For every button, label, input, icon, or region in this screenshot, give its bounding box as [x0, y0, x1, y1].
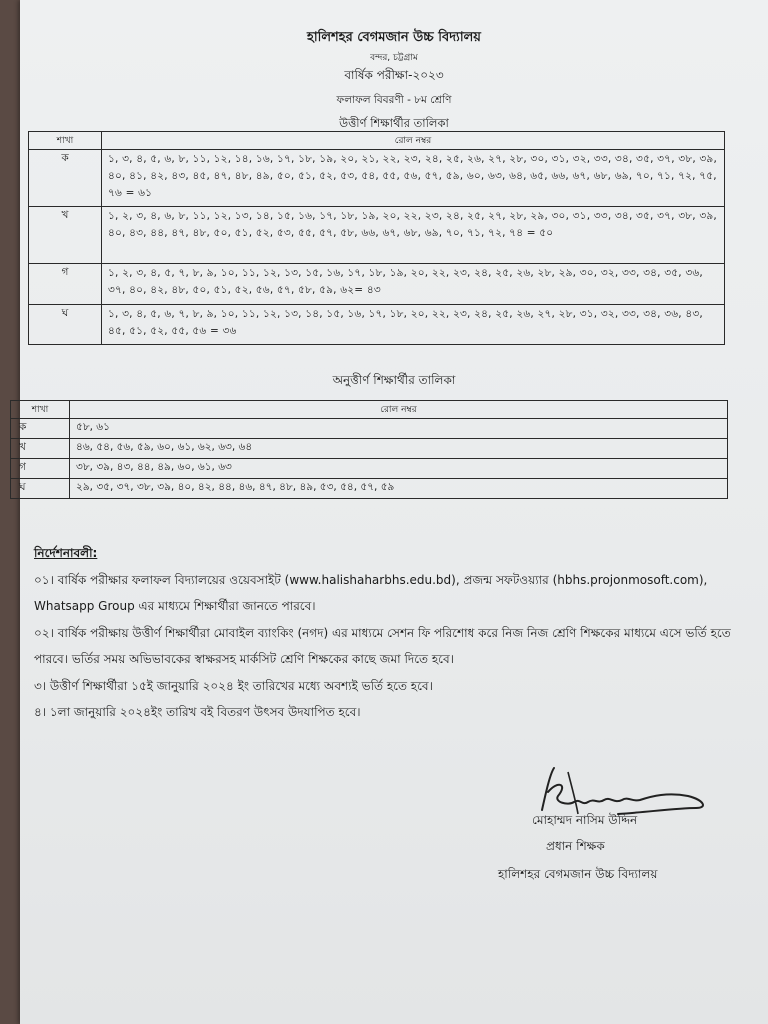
table-row	[11, 459, 728, 479]
fail-list-title: অনুত্তীর্ণ শিক্ষার্থীর তালিকা	[332, 373, 456, 387]
col-branch: শাখা	[11, 401, 70, 419]
branch-cell: খ	[29, 207, 102, 264]
instruction-item: ০১। বার্ষিক পরীক্ষার ফলাফল বিদ্যালয়ের ওয়েবসাইট (www.halishaharbhs.edu.bd), প্রজন্ম সফটওয়্যার (hbhs.projonmosoft.com), Whatsapp Group এর মাধ্যমে শিক্ষার্থীরা জানতে পারবে।	[34, 572, 708, 613]
col-branch: শাখা	[29, 132, 102, 150]
instruction-item: ৪। ১লা জানুয়ারি ২০২৪ইং তারিখ বই বিতরণ উৎসব উদযাপিত হবে।	[34, 705, 361, 719]
table-row	[29, 150, 725, 207]
signatory-designation: প্রধান শিক্ষক	[546, 839, 605, 853]
roll-cell: ৫৮, ৬১	[70, 419, 728, 439]
instruction-item: ০২। বার্ষিক পরীক্ষায় উত্তীর্ণ শিক্ষার্থীরা মোবাইল ব্যাংকিং (নগদ) এর মাধ্যমে সেশন ফি পরিশোধ করে নিজ নিজ শ্রেণি শিক্ষকের মাধ্যমে এসে ভর্তি হতে পারবে। ভর্তির সময় অভিভাবকের স্বাক্ষরসহ মার্কসিট শ্রেণি শিক্ষকের কাছে জমা দিতে হবে।	[34, 625, 731, 666]
table-row	[29, 264, 725, 305]
instructions-title: নির্দেশনাবলী:	[34, 546, 98, 560]
col-roll: রোল নম্বর	[70, 401, 728, 419]
signatory-name: মোহাম্মদ নাসিম উদ্দিন	[532, 813, 638, 827]
branch-cell: ক	[29, 150, 102, 207]
branch-cell: খ	[11, 439, 70, 459]
school-name: হালিশহর বেগমজান উচ্চ বিদ্যালয়	[307, 30, 481, 45]
instruction-item: ৩। উত্তীর্ণ শিক্ষার্থীরা ১৫ই জানুয়ারি ২০২৪ ইং তারিখের মধ্যে অবশ্যই ভর্তি হতে হবে।	[34, 678, 433, 693]
roll-cell: ১, ২, ৩, ৪, ৫, ৭, ৮, ৯, ১০, ১১, ১২, ১৩, ১৫, ১৬, ১৭, ১৮, ১৯, ২০, ২২, ২৩, ২৪, ২৫, ২৬, ২৮, ২৯, ৩০, ৩২, ৩৩, ৩৪, ৩৫, ৩৬, ৩৭, ৪০, ৪২, ৪৮, ৫০, ৫১, ৫২, ৫৬, ৫৭, ৫৮, ৫৯, ৬২= ৪৩	[102, 264, 725, 305]
table-row	[11, 479, 728, 499]
col-roll: রোল নম্বর	[102, 132, 725, 150]
school-address: বন্দর, চট্টগ্রাম	[370, 53, 418, 63]
roll-cell: ১, ২, ৩, ৪, ৬, ৮, ১১, ১২, ১৩, ১৪, ১৫, ১৬, ১৭, ১৮, ১৯, ২০, ২২, ২৩, ২৪, ২৫, ২৭, ২৮, ২৯, ৩০, ৩১, ৩৩, ৩৪, ৩৫, ৩৭, ৩৮, ৩৯, ৪০, ৪৩, ৪৪, ৪৭, ৪৮, ৫০, ৫১, ৫২, ৫৩, ৫৫, ৫৭, ৫৮, ৬৬, ৬৭, ৬৮, ৬৯, ৭০, ৭১, ৭২, ৭৪ = ৫০	[102, 207, 725, 264]
roll-cell: ৩৮, ৩৯, ৪৩, ৪৪, ৪৯, ৬০, ৬১, ৬৩	[70, 459, 728, 479]
branch-cell: ঘ	[11, 479, 70, 499]
table-row	[11, 419, 728, 439]
exam-title: বার্ষিক পরীক্ষা-২০২৩	[344, 68, 444, 82]
roll-cell: ৪৬, ৫৪, ৫৬, ৫৯, ৬০, ৬১, ৬২, ৬৩, ৬৪	[70, 439, 728, 459]
branch-cell: ঘ	[29, 305, 102, 345]
pass-list-title: উত্তীর্ণ শিক্ষার্থীর তালিকা	[339, 116, 449, 130]
table-row	[29, 207, 725, 264]
table-row	[29, 305, 725, 345]
branch-cell: গ	[11, 459, 70, 479]
roll-cell: ১, ৩, ৪, ৫, ৬, ৮, ১১, ১২, ১৪, ১৬, ১৭, ১৮, ১৯, ২০, ২১, ২২, ২৩, ২৪, ২৫, ২৬, ২৭, ২৮, ৩০, ৩১, ৩২, ৩৩, ৩৪, ৩৫, ৩৭, ৩৮, ৩৯, ৪০, ৪১, ৪২, ৪৩, ৪৫, ৪৭, ৪৮, ৪৯, ৫০, ৫১, ৫২, ৫৩, ৫৪, ৫৫, ৫৬, ৫৭, ৫৯, ৬০, ৬৩, ৬৪, ৬৫, ৬৬, ৬৭, ৬৮, ৬৯, ৭০, ৭১, ৭২, ৭৫, ৭৬ = ৬১	[102, 150, 725, 207]
signatory-school: হালিশহর বেগমজান উচ্চ বিদ্যালয়	[498, 867, 658, 881]
result-title: ফলাফল বিবরণী - ৮ম শ্রেণি	[336, 94, 452, 106]
branch-cell: গ	[29, 264, 102, 305]
table-header-row	[11, 401, 728, 419]
fail-table	[10, 400, 728, 499]
branch-cell: ক	[11, 419, 70, 439]
roll-cell: ২৯, ৩৫, ৩৭, ৩৮, ৩৯, ৪০, ৪২, ৪৪, ৪৬, ৪৭, ৪৮, ৪৯, ৫৩, ৫৪, ৫৭, ৫৯	[70, 479, 728, 499]
instructions	[34, 540, 760, 726]
document-page	[20, 0, 768, 1024]
table-row	[11, 439, 728, 459]
table-header-row	[29, 132, 725, 150]
roll-cell: ১, ৩, ৪, ৫, ৬, ৭, ৮, ৯, ১০, ১১, ১২, ১৩, ১৪, ১৫, ১৬, ১৭, ১৮, ২০, ২২, ২৩, ২৪, ২৫, ২৬, ২৭, ২৮, ৩১, ৩২, ৩৩, ৩৪, ৩৬, ৪৩, ৪৫, ৫১, ৫২, ৫৫, ৫৬ = ৩৬	[102, 305, 725, 345]
pass-table	[28, 131, 725, 345]
